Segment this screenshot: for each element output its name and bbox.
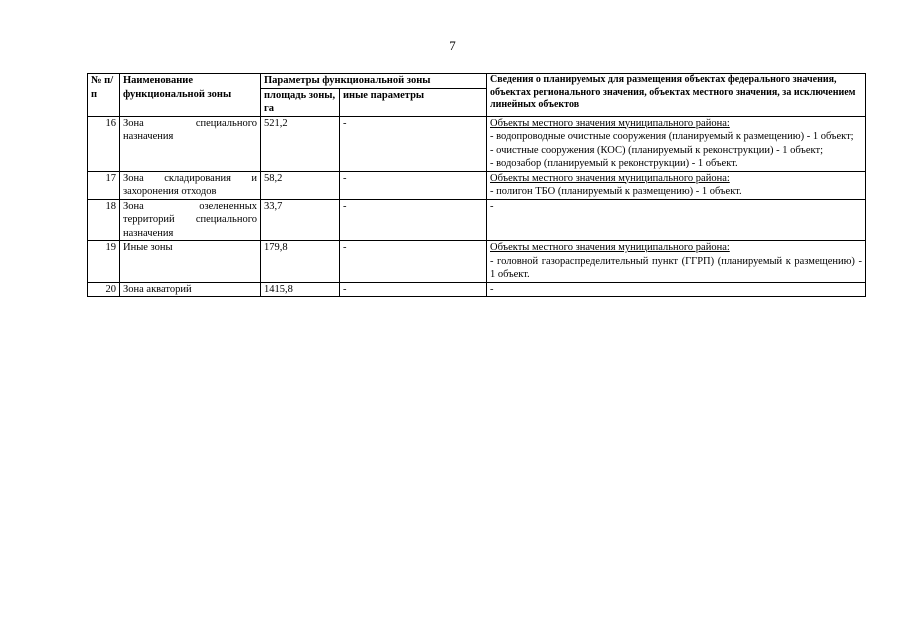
table-row <box>88 199 866 241</box>
row-number-text: 18 <box>105 200 116 212</box>
planned-object-item: - водопроводные очистные сооружения (планируемый к размещению) - 1 объект; <box>490 131 854 142</box>
header-other: иные параметры <box>340 88 487 116</box>
header-params: Параметры функциональной зоны <box>261 74 487 89</box>
zone-other-params: - <box>340 171 487 199</box>
zone-area: 1415,8 <box>261 282 340 297</box>
zone-area: 521,2 <box>261 116 340 171</box>
planned-object-item: - полигон ТБО (планируемый к размещению) - 1 объект. <box>490 186 742 197</box>
table-body <box>88 116 866 297</box>
row-number <box>88 282 120 297</box>
functional-zones-table <box>87 73 866 297</box>
planned-objects-title: - <box>490 283 494 295</box>
zone-name: Зона озелененных территорий специального назначения <box>120 199 261 241</box>
planned-objects-title: Объекты местного значения муниципального района: <box>490 242 730 253</box>
planned-object-item: - водозабор (планируемый к реконструкции) - 1 объект. <box>490 158 738 169</box>
row-number-text: 19 <box>105 242 116 253</box>
table-row <box>88 116 866 171</box>
zone-name: Зона складирования и захоронения отходов <box>120 171 261 199</box>
header-num: № п/п <box>88 74 120 117</box>
zone-other-params: - <box>340 241 487 283</box>
header-area: площадь зоны, га <box>261 88 340 116</box>
row-number-text: 17 <box>105 172 116 184</box>
row-number <box>88 199 120 241</box>
table-header <box>88 74 866 117</box>
planned-objects-info <box>487 199 866 241</box>
zone-other-params: - <box>340 282 487 297</box>
zone-other-params: - <box>340 199 487 241</box>
planned-objects-info <box>487 171 866 199</box>
planned-objects-info <box>487 116 866 171</box>
planned-object-item: - головной газораспределительный пункт (ГГРП) (планируемый к размещению) - 1 объект. <box>490 255 862 280</box>
table-row <box>88 241 866 283</box>
zone-area: 58,2 <box>261 171 340 199</box>
row-number <box>88 116 120 171</box>
planned-objects-info <box>487 241 866 283</box>
header-name: Наименование функциональной зоны <box>120 74 261 117</box>
table-row <box>88 171 866 199</box>
planned-objects-title: Объекты местного значения муниципального района: <box>490 117 730 129</box>
page-number: 7 <box>449 38 456 53</box>
row-number <box>88 171 120 199</box>
planned-objects-info <box>487 282 866 297</box>
zone-name: Иные зоны <box>120 241 261 283</box>
row-number-text: 20 <box>105 283 116 295</box>
zone-name: Зона акваторий <box>120 282 261 297</box>
header-info: Сведения о планируемых для размещения объектах федерального значения, объектах регионального значения, объектах местного значения, за исключением линейных объектов <box>487 74 866 117</box>
zone-area: 33,7 <box>261 199 340 241</box>
zone-name: Зона специального назначения <box>120 116 261 171</box>
zone-area: 179,8 <box>261 241 340 283</box>
row-number <box>88 241 120 283</box>
zone-other-params: - <box>340 116 487 171</box>
planned-object-item: - очистные сооружения (КОС) (планируемый к реконструкции) - 1 объект; <box>490 144 823 156</box>
row-number-text: 16 <box>105 117 116 129</box>
planned-objects-title: - <box>490 200 494 212</box>
table-row <box>88 282 866 297</box>
planned-objects-title: Объекты местного значения муниципального района: <box>490 172 730 184</box>
